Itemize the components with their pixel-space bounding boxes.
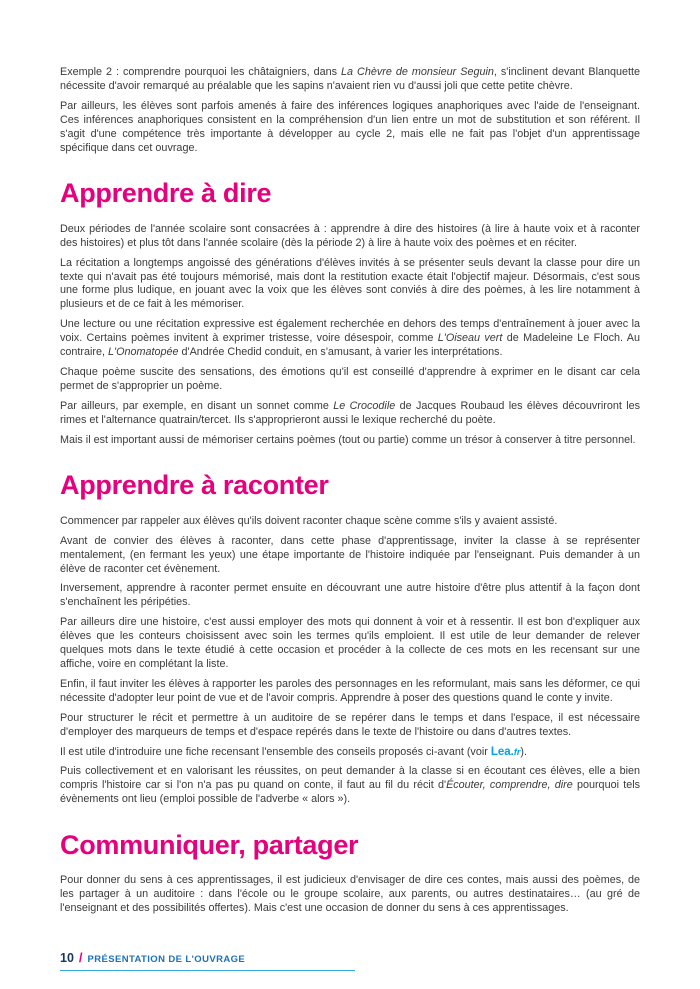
text-run: Mais il est important aussi de mémoriser certains poèmes (tout ou partie) comme un trésor à conserver à titre personnel.	[60, 433, 636, 446]
text-run: L'Onomatopée	[108, 346, 179, 359]
footer-text	[60, 950, 640, 965]
section-paragraphs	[60, 515, 640, 807]
text-run: Commencer par rappeler aux élèves qu'ils doivent raconter chaque scène comme s'ils y avaient assisté.	[60, 514, 558, 527]
text-run: Pour structurer le récit et permettre à un auditoire de se repérer dans le temps et dans l'espace, il est nécessaire d'employer des marqueurs de temps et d'espace repérés dans le texte de l'histoire ou dans d'autres textes.	[60, 711, 640, 738]
section-paragraphs	[60, 223, 640, 448]
paragraph	[60, 223, 640, 251]
text-run: Deux périodes de l'année scolaire sont consacrées à : apprendre à dire des histoires (à lire à haute voix et à raconter des histoires) et plus tôt dans l'année scolaire (dès la période 2) à lire à haute voix des poèmes et en réciter.	[60, 222, 640, 249]
paragraph	[60, 366, 640, 394]
paragraph	[60, 535, 640, 577]
text-run: Le Crocodile	[333, 399, 396, 412]
paragraph	[60, 678, 640, 706]
paragraph	[60, 874, 640, 916]
text-run: Enfin, il faut inviter les élèves à rapporter les paroles des personnages en les reformulant, mais sans les déformer, ce qui nécessite d'adopter leur point de vue et de l'avoir compris. Apprendre à poser des questions quand le conte y invite.	[60, 677, 640, 704]
lea-logo: Lea.	[490, 745, 514, 758]
text-run: de Madeleine Le Floch. Au contraire,	[60, 332, 640, 359]
paragraph	[60, 434, 640, 448]
text-run: pourquoi tels évènements ont lieu (emploi possible de l'adverbe « alors »).	[60, 779, 640, 806]
intro-paragraphs	[60, 66, 640, 155]
text-run: Il est utile d'introduire une fiche recensant l'ensemble des conseils proposés ci-avant (voir	[60, 745, 491, 758]
section-apprendre-a-raconter	[60, 471, 640, 807]
section-heading: Apprendre à dire	[60, 178, 272, 209]
page-footer	[60, 950, 640, 972]
paragraph	[60, 582, 640, 610]
section-heading: Communiquer, partager	[60, 830, 359, 861]
text-run: Avant de convier des élèves à raconter, dans cette phase d'apprentissage, inviter la classe à se représenter mentalement, (en fermant les yeux) une étape importante de l'histoire indiquée par l'enseignant. Puis demander à un élève de raconter cet évènement.	[60, 534, 640, 575]
footer-section-title: PRÉSENTATION DE L'OUVRAGE	[87, 953, 246, 965]
paragraph	[60, 746, 640, 760]
section-communiquer-partager	[60, 831, 640, 916]
text-run: La récitation a longtemps angoissé des générations d'élèves invités à se présenter seuls devant la classe pour dire un texte qui n'avait pas été toujours mémorisé, mais dont la restitution exacte était l'objectif majeur. Désormais, c'est sous une forme plus ludique, en jouant avec la voix que les élèves sont conviés à dire des poèmes, à les lire notamment à plusieurs et de ce fait à les mémoriser.	[60, 256, 640, 311]
text-run: Puis collectivement et en valorisant les réussites, on peut demander à la classe si en écoutant ces élèves, elle a bien compris l'histoire car si l'on n'a pas pu quand on conte, il faut au fil du récit d'	[60, 765, 640, 792]
paragraph	[60, 765, 640, 807]
text-run: Chaque poème suscite des sensations, des émotions qu'il est conseillé d'apprendre à exprimer en le disant car cela permet de s'approprier un poème.	[60, 365, 640, 392]
paragraph	[60, 100, 640, 156]
text-run: Par ailleurs, les élèves sont parfois amenés à faire des inférences logiques anaphoriques avec l'aide de l'enseignant. Ces inférences anaphoriques consistent en la compréhension d'un lien entre un mot de substitution et son référent. Il s'agit d'une compétence très importante à développer au cycle 2, mais elle ne fait pas l'objet d'un apprentissage spécifique dans cet ouvrage.	[60, 99, 640, 154]
paragraph	[60, 515, 640, 529]
section-paragraphs	[60, 874, 640, 916]
text-run: Par ailleurs, par exemple, en disant un sonnet comme	[60, 399, 334, 412]
text-run: , s'inclinent devant Blanquette nécessite d'avoir remarqué au préalable que les sapins n'avaient rien vu d'aussi joli que cette petite chèvre.	[60, 66, 640, 92]
section-apprendre-a-dire	[60, 179, 640, 447]
lea-logo-script: fr	[513, 746, 521, 757]
paragraph	[60, 66, 640, 94]
paragraph	[60, 257, 640, 313]
text-run: La Chèvre de monsieur Seguin	[341, 66, 494, 78]
text-run: Exemple 2 : comprendre pourquoi les châtaigniers, dans	[60, 66, 342, 78]
text-run: Pour donner du sens à ces apprentissages, il est judicieux d'envisager de dire ces contes, mais aussi des poèmes, de les partager à un auditoire : dans l'école ou le groupe scolaire, aux parents, ou autres destinataires… (au gré de l'enseignant et des possibilités offertes). Mais c'est une occasion de donner du sens à ces apprentissages.	[60, 874, 640, 915]
text-run: de Jacques Roubaud les élèves découvriront les rimes et l'alternance quatrain/tercet. Ils s'approprieront aussi le lexique recherché du poète.	[60, 399, 641, 426]
paragraph	[60, 616, 640, 672]
paragraph	[60, 318, 640, 360]
text-run: Inversement, apprendre à raconter permet ensuite en découvrant une autre histoire d'être plus attentif à la façon dont s'enchaînent les péripéties.	[60, 582, 640, 609]
text-run: ).	[520, 745, 527, 758]
paragraph	[60, 712, 640, 740]
text-run: Écouter, comprendre, dire	[446, 779, 573, 792]
footer-separator: /	[78, 949, 83, 965]
section-heading: Apprendre à raconter	[60, 470, 329, 501]
page-number: 10	[60, 950, 74, 965]
text-run: Une lecture ou une récitation expressive est également recherchée en dehors des temps d'entraînement à jouer avec la voix. Certains poèmes invitent à exprimer tristesse, voire désespoir, comme	[60, 318, 640, 345]
text-run: d'Andrée Chedid conduit, en s'amusant, à varier les interprétations.	[178, 346, 503, 359]
text-run: Par ailleurs dire une histoire, c'est aussi employer des mots qui donnent à voir et à ressentir. Il est bon d'expliquer aux élèves que les conteurs choisissent avec soin les termes qu'ils emploient. Il est utile de leur demander de relever quelques mots dans le texte étudié à cette occasion et procéder à la collecte de ces mots en les recensant sur une affiche, voire en complétant la liste.	[60, 616, 640, 670]
footer-rule	[60, 970, 355, 972]
text-run: L'Oiseau vert	[437, 332, 503, 345]
paragraph	[60, 400, 640, 428]
